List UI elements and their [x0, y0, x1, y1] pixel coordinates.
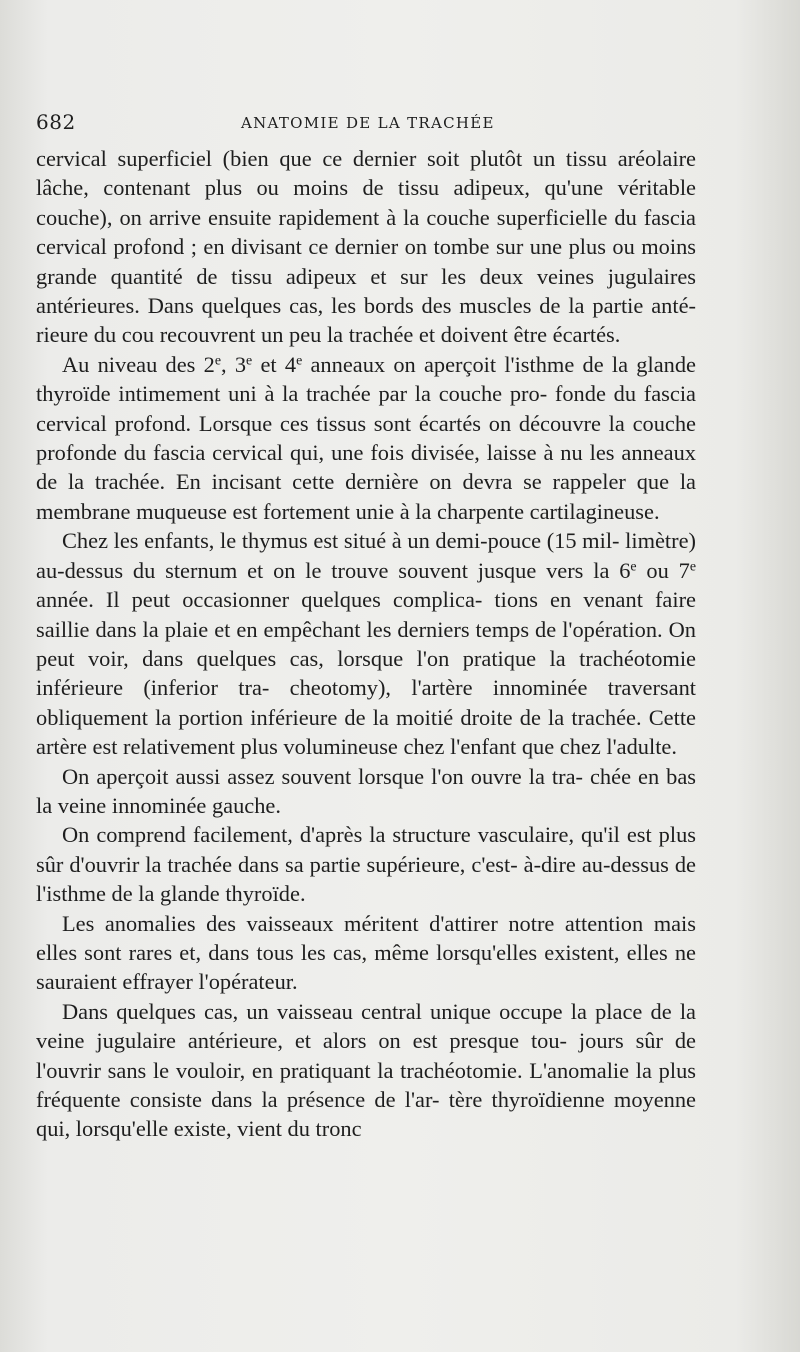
page-number: 682: [36, 110, 76, 134]
paragraph-2: Au niveau des 2e, 3e et 4e anneaux on aperçoit l'isthme de la glande thyroïde intimement uni à la trachée par la couche pro- fonde du fascia cervical profond. Lorsque ces tissus sont écartés on découvre la couche profonde du fascia cervical qui, une fois divisée, laisse à nu les anneaux de la trachée. En incisant cette dernière on devra se rappeler que la membrane muqueuse est fortement unie à la charpente cartilagineuse.: [36, 351, 696, 524]
paragraph-3: Chez les enfants, le thymus est situé à un demi-pouce (15 mil- limètre) au-dessus du sternum et on le trouve souvent jusque vers la 6e ou 7e année. Il peut occasionner quelques complica- tions en venant faire saillie dans la plaie et en empêchant les derniers temps de l'opération. On peut voir, dans quelques cas, lorsque l'on pratique la trachéotomie inférieure (inferior tra- cheotomy), l'artère innominée traversant obliquement la portion inférieure de la moitié droite de la trachée. Cette artère est relativement plus volumineuse chez l'enfant que chez l'adulte.: [36, 528, 696, 760]
paragraph-4: On aperçoit aussi assez souvent lorsque l'on ouvre la tra- chée en bas la veine innominée gauche.: [36, 763, 696, 818]
page-header: [36, 110, 732, 140]
paragraph-6: Les anomalies des vaisseaux méritent d'attirer notre attention mais elles sont rares et, dans tous les cas, même lorsqu'elles existent, elles ne sauraient effrayer l'opérateur.: [36, 910, 696, 995]
paragraph-1: cervical superficiel (bien que ce dernier soit plutôt un tissu aréolaire lâche, contenant plus ou moins de tissu adipeux, qu'une véritable couche), on arrive ensuite rapidement à la couche superficielle du fascia cervical profond ; en divisant ce dernier on tombe sur une plus ou moins grande quantité de tissu adipeux et sur les deux veines jugulaires antérieures. Dans quelques cas, les bords des muscles de la partie anté-rieure du cou recouvrent un peu la trachée et doivent être écartés.: [36, 146, 696, 348]
paragraph-7: Dans quelques cas, un vaisseau central unique occupe la place de la veine jugulaire antérieure, et alors on est presque tou- jours sûr de l'ouvrir sans le vouloir, en pratiquant la trachéotomie. L'anomalie la plus fréquente consiste dans la présence de l'ar- tère thyroïdienne moyenne qui, lorsqu'elle existe, vient du tronc: [36, 998, 696, 1142]
running-head: ANATOMIE DE LA TRACHÉE: [241, 114, 495, 132]
body-text: [36, 144, 696, 1144]
paragraph-5: On comprend facilement, d'après la structure vasculaire, qu'il est plus sûr d'ouvrir la trachée dans sa partie supérieure, c'est- à-dire au-dessus de l'isthme de la glande thyroïde.: [36, 822, 696, 907]
